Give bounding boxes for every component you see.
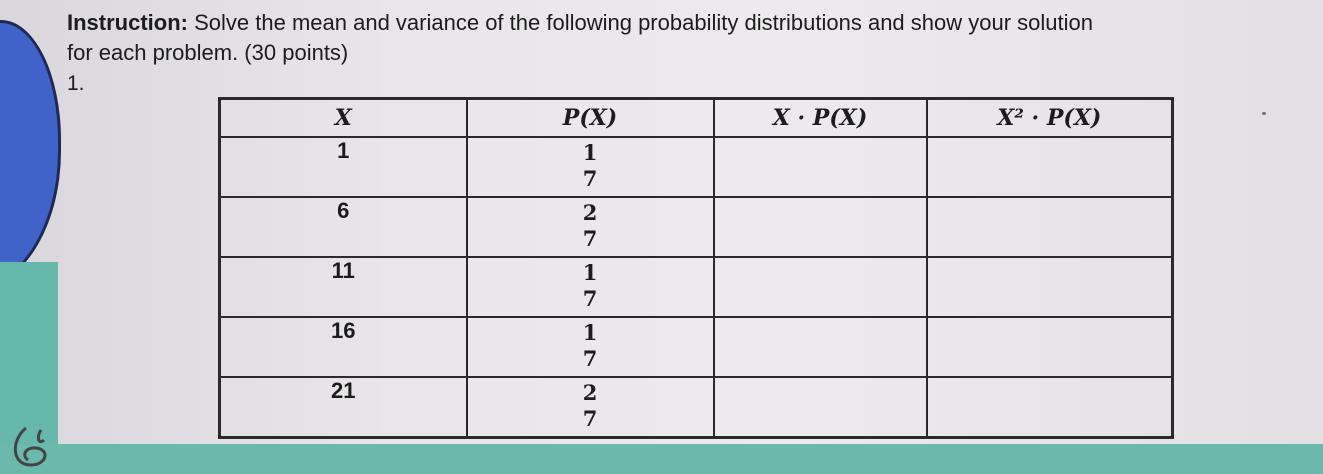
pen-mark [1262, 112, 1266, 115]
probability-cell [467, 137, 714, 197]
x-times-px-cell[interactable] [714, 257, 927, 317]
x-value: 11 [220, 257, 467, 317]
x-squared-times-px-cell[interactable] [927, 257, 1173, 317]
fraction-denominator: 7 [582, 286, 598, 311]
table-row [220, 137, 1173, 197]
problem-number: 1. [67, 72, 85, 95]
probability-fraction [583, 380, 598, 432]
x-times-px-cell[interactable] [714, 197, 927, 257]
probability-cell [467, 377, 714, 438]
x-value: 1 [220, 137, 467, 197]
fraction-numerator: 1 [582, 320, 598, 345]
handwritten-scribble [6, 420, 66, 470]
instruction-line-2: for each problem. (30 points) [67, 40, 349, 65]
x-times-px-cell[interactable] [714, 377, 927, 438]
header-x: X [220, 99, 467, 138]
table-row [220, 377, 1173, 438]
x-squared-times-px-cell[interactable] [927, 317, 1173, 377]
x-value: 16 [220, 317, 467, 377]
probability-fraction [583, 140, 598, 192]
fraction-denominator: 7 [582, 346, 598, 371]
header-x-squared-times-px: X² · P(X) [927, 99, 1173, 138]
table-row [220, 257, 1173, 317]
probability-fraction [583, 200, 598, 252]
probability-cell [467, 257, 714, 317]
x-times-px-cell[interactable] [714, 317, 927, 377]
probability-distribution-table [218, 97, 1174, 439]
x-value: 6 [220, 197, 467, 257]
fraction-numerator: 2 [582, 200, 598, 225]
teal-bottom-strip [0, 444, 1323, 474]
x-value: 21 [220, 377, 467, 438]
fraction-numerator: 1 [582, 140, 598, 165]
fraction-numerator: 1 [582, 260, 598, 285]
instruction-text [67, 8, 1323, 68]
fraction-numerator: 2 [582, 380, 598, 405]
fraction-denominator: 7 [582, 406, 598, 431]
instruction-line-1: Solve the mean and variance of the following probability distributions and show your solution [194, 10, 1093, 35]
header-px: P(X) [467, 99, 714, 138]
fraction-denominator: 7 [582, 166, 598, 191]
x-squared-times-px-cell[interactable] [927, 197, 1173, 257]
table-row [220, 317, 1173, 377]
probability-cell [467, 197, 714, 257]
probability-cell [467, 317, 714, 377]
fraction-denominator: 7 [582, 226, 598, 251]
table-header-row [220, 99, 1173, 138]
probability-fraction [583, 320, 598, 372]
table-row [220, 197, 1173, 257]
x-squared-times-px-cell[interactable] [927, 377, 1173, 438]
x-squared-times-px-cell[interactable] [927, 137, 1173, 197]
x-times-px-cell[interactable] [714, 137, 927, 197]
probability-fraction [583, 260, 598, 312]
instruction-label: Instruction: [67, 10, 188, 35]
header-x-times-px: X · P(X) [714, 99, 927, 138]
